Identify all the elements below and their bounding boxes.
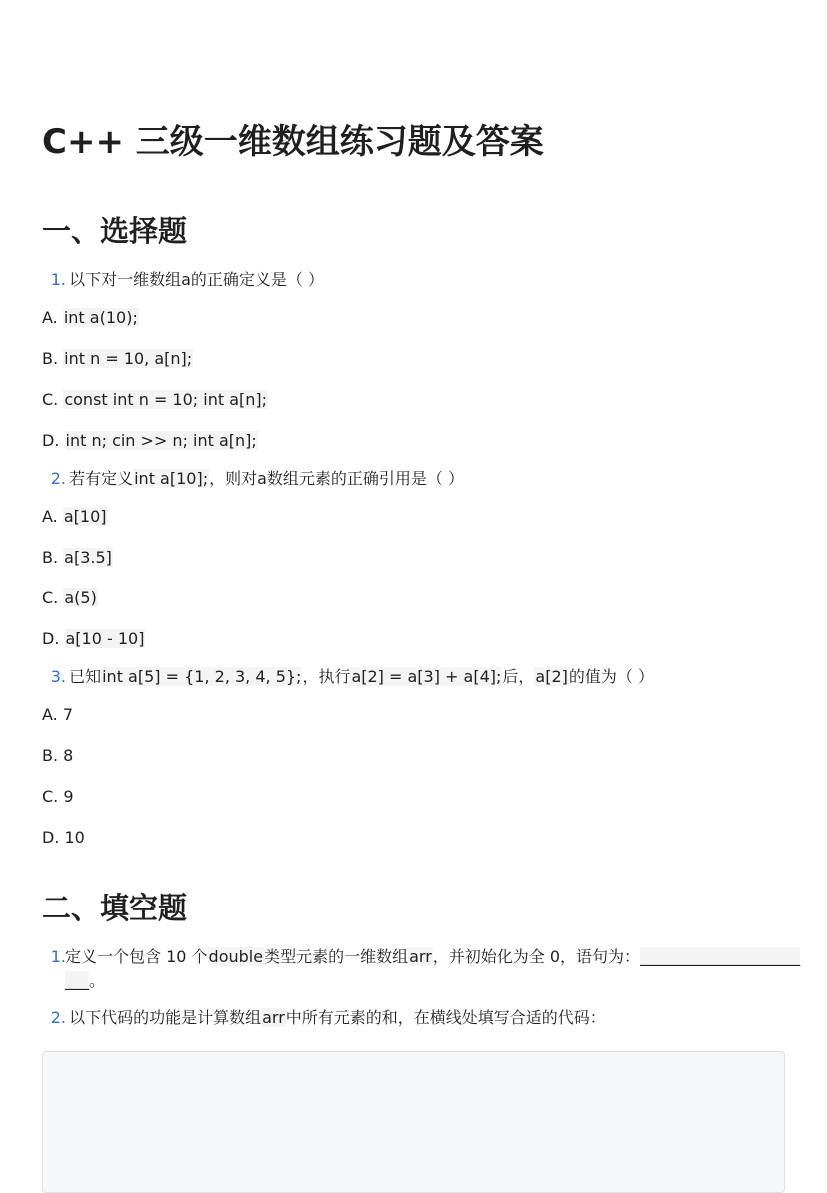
option-label: D. — [42, 629, 65, 648]
option-c — [42, 388, 268, 412]
question-number: 3. — [50, 667, 66, 686]
option-code: int a(10); — [63, 308, 138, 327]
option-d — [42, 627, 145, 651]
option-label: A. — [42, 507, 63, 526]
question-text: 中所有元素的和，在横线处填写合适的代码： — [285, 1008, 606, 1027]
fill-question-1 — [42, 945, 807, 993]
question-code: a[2] — [535, 667, 568, 686]
option-code: int n = 10, a[n]; — [64, 349, 193, 368]
option-value: 8 — [63, 746, 74, 765]
option-a — [42, 703, 73, 727]
question-number: 1. — [50, 947, 66, 966]
option-code: const int n = 10; int a[n]; — [64, 390, 268, 409]
option-code: a(5) — [64, 588, 97, 607]
question-2 — [42, 467, 464, 491]
option-value: 9 — [63, 787, 74, 806]
option-b — [42, 546, 113, 570]
question-number: 2. — [50, 469, 66, 488]
answer-blank: ___ — [65, 971, 89, 990]
option-c — [42, 586, 98, 610]
question-code: int a[10]; — [134, 469, 209, 488]
option-code: int n; cin >> n; int a[n]; — [65, 431, 257, 450]
option-label: C. — [42, 390, 64, 409]
question-text: 后， — [502, 667, 535, 686]
option-value: 10 — [64, 828, 85, 847]
option-c — [42, 785, 74, 809]
question-number: 2. — [50, 1008, 66, 1027]
question-code: arr — [409, 947, 432, 966]
option-label: B. — [42, 349, 64, 368]
option-label: D. — [42, 431, 65, 450]
option-a — [42, 306, 139, 330]
option-d — [42, 826, 85, 850]
section-heading-choice: 一、选择题 — [42, 214, 188, 248]
option-value: 7 — [62, 705, 74, 724]
question-text: 若有定义 — [69, 469, 134, 488]
question-number: 1. — [50, 270, 66, 289]
option-label: A. — [42, 705, 63, 724]
page-title: C++ 三级一维数组练习题及答案 — [42, 122, 544, 162]
option-label: D. — [42, 828, 65, 847]
question-code: a[2] = a[3] + a[4]; — [351, 667, 502, 686]
question-text: 的值为（ ） — [568, 667, 654, 686]
question-code: double — [208, 947, 264, 966]
question-text: 以下代码的功能是计算数组 — [69, 1008, 262, 1027]
option-label: C. — [42, 588, 64, 607]
option-code: a[10] — [63, 507, 107, 526]
question-code: arr — [262, 1008, 285, 1027]
question-text: ，则对a数组元素的正确引用是（ ） — [209, 469, 464, 488]
text-part: ，并初始化为全 0，语句为： — [432, 947, 641, 966]
option-code: a[3.5] — [64, 548, 112, 567]
option-b — [42, 347, 193, 371]
question-text: 已知 — [69, 667, 102, 686]
question-3 — [42, 665, 654, 689]
option-d — [42, 429, 258, 453]
text-part: 类型元素的一维数组 — [264, 947, 409, 966]
fill-question-2 — [42, 1006, 606, 1030]
option-label: C. — [42, 787, 64, 806]
code-block — [42, 1051, 785, 1193]
option-label: B. — [42, 548, 64, 567]
option-label: B. — [42, 746, 64, 765]
answer-blank: ____________________ — [640, 947, 801, 966]
option-a — [42, 505, 108, 529]
text-part: 定义一个包含 10 个 — [65, 947, 208, 966]
option-b — [42, 744, 73, 768]
section-heading-fill: 二、填空题 — [42, 891, 188, 925]
option-label: A. — [42, 308, 63, 327]
question-code: int a[5] = {1, 2, 3, 4, 5}; — [102, 667, 302, 686]
question-1 — [42, 268, 324, 292]
question-text: ，执行 — [302, 667, 351, 686]
text-part: 。 — [89, 971, 106, 990]
option-code: a[10 - 10] — [65, 629, 145, 648]
question-text: 以下对一维数组a的正确定义是（ ） — [69, 270, 324, 289]
question-text — [65, 945, 807, 993]
